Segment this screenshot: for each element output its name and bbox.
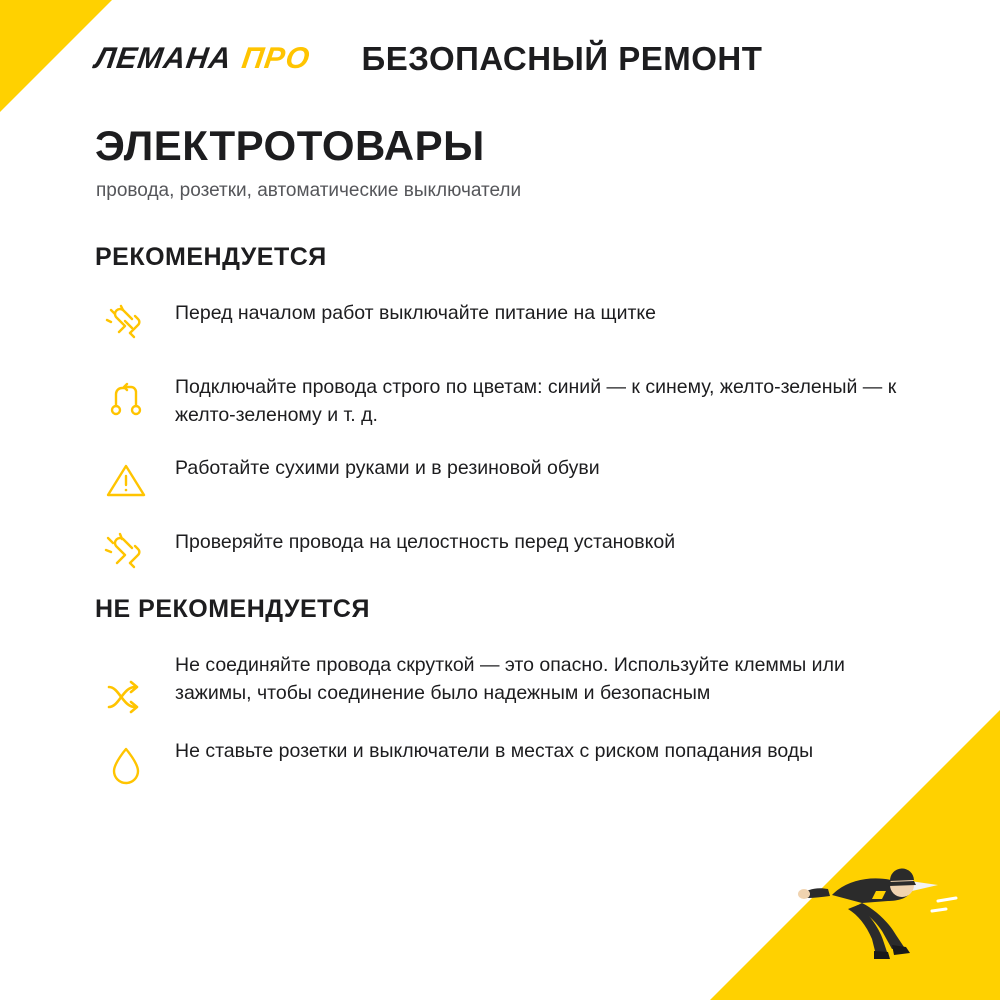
section-not-recommended [95,595,925,806]
list-item [95,652,925,720]
list-item [95,455,925,503]
list-item [95,374,925,429]
list-item-text: Не соединяйте провода скруткой — это опасно. Используйте клеммы или зажимы, чтобы соединение было надежным и безопасным [175,654,845,704]
list-item-text: Проверяйте провода на целостность перед установкой [175,531,676,554]
twisted-wires-icon [95,652,175,720]
list-item-text: Не ставьте розетки и выключатели в местах с риском попадания воды [175,740,814,762]
list-item [95,738,925,788]
plug-check-icon [95,529,175,577]
warning-triangle-icon [95,455,175,503]
brand-logo [92,42,312,76]
list-item [95,300,925,348]
page-subtitle: провода, розетки, автоматические выключатели [96,180,522,201]
list-item-text: Перед началом работ выключайте питание на щитке [175,302,656,324]
section-title-not-recommended: НЕ РЕКОМЕНДУЕТСЯ [95,595,370,623]
brand-logo-main: ЛЕМАНА [92,42,234,75]
header-title: БЕЗОПАСНЫЙ РЕМОНТ [361,40,763,77]
water-drop-icon [95,738,175,788]
section-recommended [95,243,925,603]
brand-logo-accent: ПРО [239,42,312,75]
flying-worker-mascot [792,845,962,965]
list-item [95,529,925,577]
section-title-recommended: РЕКОМЕНДУЕТСЯ [95,243,327,271]
list-item-text: Работайте сухими руками и в резиновой обуви [175,457,600,480]
plug-connect-icon [95,300,175,348]
list-item-text: Подключайте провода строго по цветам: синий — к синему, желто-зеленый — к желто-зеленому и т. д. [175,376,897,426]
page-title: ЭЛЕКТРОТОВАРЫ [95,122,485,169]
wire-colors-icon [95,374,175,422]
header [92,40,763,78]
